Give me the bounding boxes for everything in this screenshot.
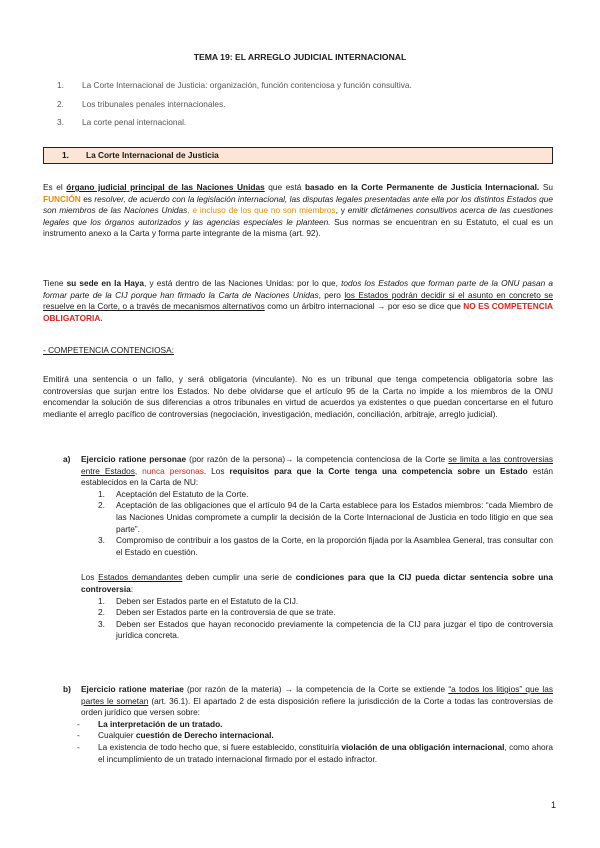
- competencia-heading: - COMPETENCIA CONTENCIOSA:: [43, 345, 174, 355]
- text: , como ahora el incumplimiento de un tratado internacional firmado por el estado infractor.: [98, 741, 553, 764]
- text: :: [130, 583, 134, 594]
- list-item: [98, 607, 553, 619]
- text: es: [80, 193, 95, 204]
- section-number: 1.: [62, 149, 69, 160]
- list-dash: -: [77, 741, 80, 752]
- toc-text: La Corte Internacional de Justicia: organización, función contenciosa y función consultiva.: [82, 80, 412, 90]
- item-ratione-materiae: [63, 684, 553, 765]
- toc-item: [57, 117, 527, 136]
- list-item: [98, 619, 553, 642]
- list-dash: -: [77, 730, 80, 741]
- text: Sus normas se encuentran en su Estatuto, el cual es un instrumento anexo a la Carta y forma parte integrante de la misma (art. 92).: [43, 216, 553, 239]
- text: La existencia de todo hecho que, si fuere establecido, constituiría: [98, 741, 342, 752]
- red-text: nunca personas: [142, 465, 204, 476]
- toc-item: [57, 80, 527, 99]
- list-item: [63, 730, 553, 742]
- list-number: 3.: [98, 618, 105, 629]
- list-text: Deben ser Estados parte en el Estatuto de la CIJ.: [116, 595, 299, 606]
- list-item: [63, 742, 553, 765]
- list-item: [98, 596, 553, 608]
- demandantes-paragraph: [81, 572, 553, 595]
- toc-text: La corte penal internacional.: [82, 117, 187, 127]
- conditions-list: [98, 596, 553, 642]
- item-label: b): [63, 684, 71, 694]
- function-keyword: FUNCIÓN: [43, 193, 81, 204]
- document-title: TEMA 19: EL ARREGLO JUDICIAL INTERNACIONAL: [193, 52, 407, 62]
- text: ,: [134, 465, 143, 476]
- bold-text: violación de una obligación internacional: [341, 741, 505, 752]
- orange-text: , e incluso de los que no son miembros: [187, 205, 336, 216]
- list-number: 3.: [98, 535, 105, 546]
- item-description: [81, 684, 553, 719]
- text: , y: [335, 205, 348, 216]
- text: como un árbitro internacional → por eso se dice que: [264, 301, 464, 312]
- bold-text: cuestión de Derecho internacional.: [135, 730, 274, 741]
- list-number: 2.: [98, 607, 105, 618]
- toc-number: 3.: [57, 117, 64, 127]
- text: están establecidos en la Carta de NU:: [81, 465, 553, 488]
- text: Cualquier: [98, 730, 136, 741]
- table-of-contents: [57, 80, 527, 136]
- item-ratione-personae: [63, 454, 553, 642]
- text: deben cumplir una serie de: [182, 572, 296, 583]
- text: Su: [539, 182, 553, 192]
- list-item: [63, 719, 553, 731]
- italic-text: emitir dictámenes consultivos acerca de las cuestiones legales que los órganos autorizados y las agencias especiales le planteen.: [43, 205, 553, 227]
- text: que está: [264, 182, 305, 192]
- text: (por razón de la persona)→ la competencia contenciosa de la Corte: [186, 454, 449, 464]
- text: Los: [81, 572, 99, 583]
- requirements-list: [98, 489, 553, 559]
- item-description: [81, 454, 553, 489]
- underlined-text: los Estados podrán decidir si el asunto en concreto se resuelve en la Corte, o a través de mecanismos alternativos: [43, 289, 553, 312]
- bold-text: La interpretación de un tratado.: [98, 718, 223, 729]
- list-text: Deben ser Estados parte en la controversia de que se trate.: [116, 607, 336, 618]
- toc-number: 1.: [57, 80, 64, 90]
- section-heading-box: [43, 147, 553, 164]
- toc-item: [57, 99, 527, 118]
- list-number: 2.: [98, 500, 105, 511]
- bold-text: condiciones para que la CIJ pueda dictar sentencia sobre una controversia: [81, 572, 553, 594]
- list-text: Compromiso de contribuir a los gastos de la Corte, en la proporción fijada por la Asamblea General, tras consultar con el Estado en cuestión.: [116, 535, 553, 557]
- list-text: Aceptación del Estatuto de la Corte.: [116, 488, 249, 499]
- list-text: Deben ser Estados que hayan reconocido previamente la competencia de la CIJ para juzgar el tipo de controversia jurídica concreta.: [116, 618, 553, 641]
- text: Es el: [43, 182, 67, 192]
- paragraph-seat: [43, 278, 553, 324]
- list-item: [98, 535, 553, 558]
- warning-text: NO ES COMPETENCIA OBLIGATORIA.: [43, 301, 554, 323]
- bold-text: basado en la Corte Permanente de Justicia Internacional.: [304, 182, 540, 192]
- italic-text: todos los Estados que forman parte de la ONU pasan a formar parte de la CIJ porque han firmado la Carta de Naciones Unidas: [43, 278, 553, 300]
- underlined-text: “a todos los litigios” que las partes le sometan: [81, 684, 553, 706]
- section-title: La Corte Internacional de Justicia: [86, 149, 219, 160]
- underlined-text: Estados demandantes: [98, 572, 183, 583]
- toc-text: Los tribunales penales internacionales.: [82, 98, 226, 109]
- text: (art. 36.1). El apartado 2 de esta disposición refiere la jurisdicción de la Corte a todas las controversias de orden jurídico que versen sobre:: [81, 695, 554, 718]
- paragraph-competencia: Emitirá una sentencia o un fallo, y será obligatoria (vinculante). No es un tribunal que tenga competencia obligatoria sobre las controversias que surjan entre los Estados. No debe olvidarse que el artículo 95 de la Carta no impide a los miembros de la ONU encomendar la solución de sus diferencias a otros tribunales en virtud de acuerdos ya existentes o que puedan concertarse en el futuro mediante el arreglo pacífico de controversias (negociación, investigación, mediación, conciliación, arbitraje, arreglo judicial).: [43, 374, 553, 419]
- list-number: 1.: [98, 488, 105, 499]
- text: (por razón de la materia) → la competencia de la Corte se extiende: [183, 684, 449, 694]
- bold-text: requisitos para que la Corte tenga una competencia sobre un Estado: [229, 465, 528, 476]
- underlined-text: se limita a las controversias entre Estados: [81, 454, 554, 476]
- bold-text: su sede en la Haya: [66, 278, 145, 288]
- text: , y está dentro de las Naciones Unidas: por lo que,: [144, 278, 342, 288]
- list-dash: -: [77, 718, 80, 729]
- italic-text: resolver, de acuerdo con la legislación internacional, las disputas legales presentadas ante ella por los distintos Estados que son miembros de las Naciones Unidas: [43, 193, 553, 216]
- toc-number: 2.: [57, 98, 64, 109]
- paragraph-intro: [43, 182, 553, 240]
- materiae-list: [63, 719, 553, 765]
- list-text: Aceptación de las obligaciones que el artículo 94 de la Carta establece para los Estados miembros: “cada Miembro de las Naciones Unidas compromete a cumplir la decisión de la Corte Internacional de Justicia en todo litigio en que sea parte”.: [116, 500, 553, 534]
- text: , pero: [318, 289, 345, 300]
- bold-text: Ejercicio ratione personae: [81, 454, 187, 464]
- list-number: 1.: [98, 595, 105, 606]
- highlight-text: órgano judicial principal de las Naciones Unidas: [66, 182, 265, 192]
- bold-text: Ejercicio ratione materiae: [81, 684, 184, 694]
- text: Tiene: [43, 278, 67, 288]
- list-item: [98, 489, 553, 501]
- text: . Los: [203, 465, 230, 476]
- list-item: [98, 500, 553, 535]
- item-label: a): [63, 454, 71, 464]
- page-number: 1: [550, 800, 556, 810]
